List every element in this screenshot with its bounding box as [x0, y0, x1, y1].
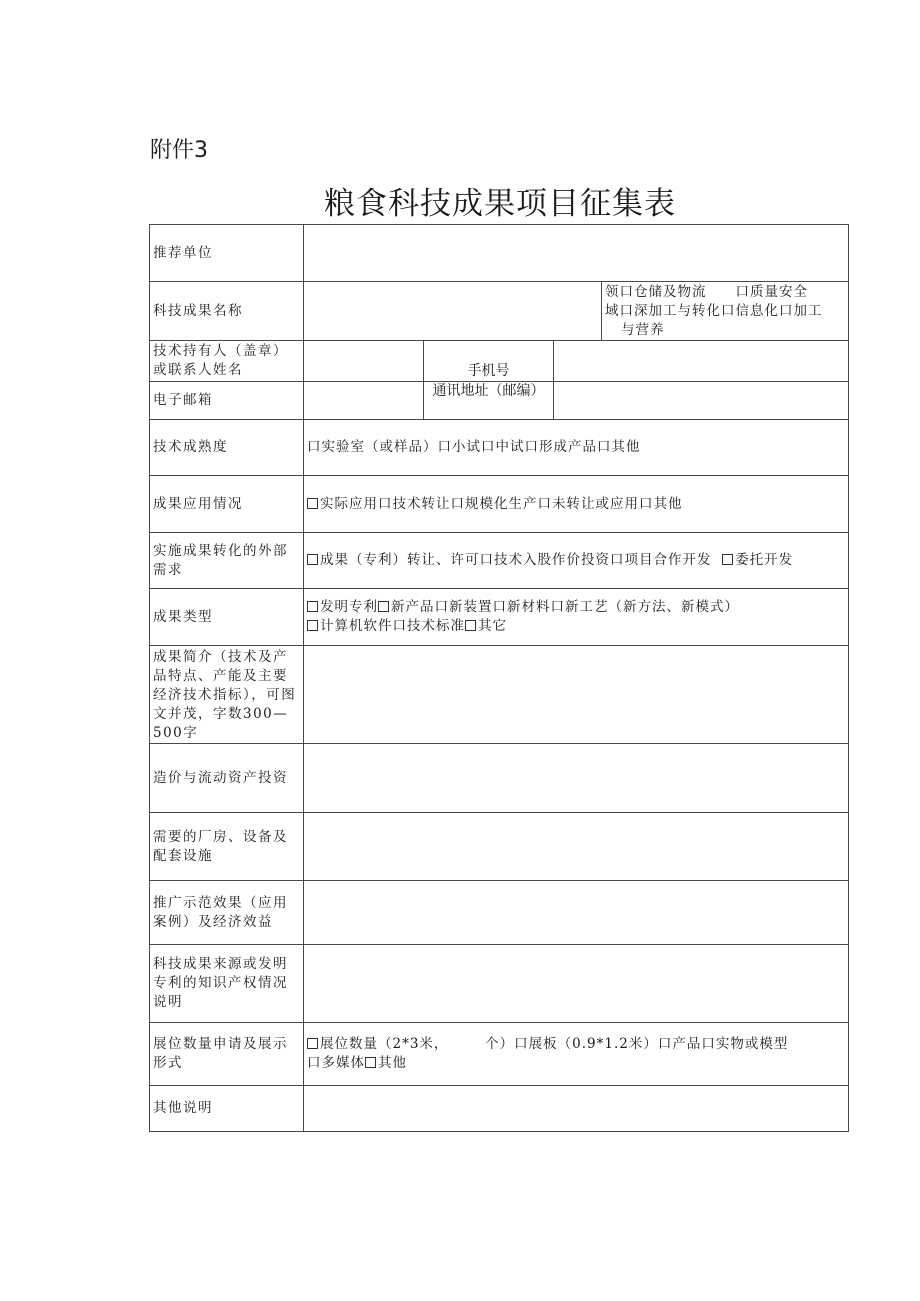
- label-achievement-name: 科技成果名称: [150, 282, 304, 341]
- label-facilities: 需要的厂房、设备及配套设施: [150, 813, 304, 881]
- booth-option-booth-count: 展位数量（2*3米， 个）口展板（0.9*1.2米）口产品口实物或模型: [320, 1036, 789, 1052]
- row-type: [150, 589, 849, 646]
- label-demo-effect: 推广示范效果（应用案例）及经济效益: [150, 881, 304, 945]
- label-holder: 技术持有人（盖章）或联系人姓名: [150, 341, 304, 382]
- label-other: 其他说明: [150, 1086, 304, 1132]
- row-summary: [150, 646, 849, 744]
- type-line-1: [307, 598, 845, 617]
- label-application: 成果应用情况: [150, 476, 304, 533]
- booth-line-1: [307, 1035, 845, 1054]
- type-option-patent: 发明专利: [320, 599, 378, 615]
- row-investment: [150, 744, 849, 813]
- label-type: 成果类型: [150, 589, 304, 646]
- field-booth-options[interactable]: [304, 1023, 849, 1086]
- field-maturity-options[interactable]: 口实验室（或样品）口小试口中试口形成产品口其他: [304, 420, 849, 476]
- label-summary: 成果简介（技术及产品特点、产能及主要经济技术指标），可图文并茂，字数300—500字: [150, 646, 304, 744]
- row-ip-source: [150, 945, 849, 1023]
- type-option-new-product: 新产品口新装置口新材料口新工艺（新方法、新模式）: [391, 599, 739, 615]
- field-investment[interactable]: [304, 744, 849, 813]
- booth-option-other: 其他: [378, 1055, 407, 1071]
- type-line-2: [307, 617, 845, 636]
- row-external-needs: [150, 533, 849, 589]
- label-investment: 造价与流动资产投资: [150, 744, 304, 813]
- checkbox-icon[interactable]: [378, 601, 389, 612]
- label-ip-source: 科技成果来源或发明专利的知识产权情况说明: [150, 945, 304, 1023]
- checkbox-icon[interactable]: [307, 601, 318, 612]
- checkbox-icon[interactable]: [307, 620, 318, 631]
- booth-line-2: [307, 1054, 845, 1073]
- collection-form: [149, 224, 849, 1132]
- checkbox-icon[interactable]: [307, 1038, 318, 1049]
- attachment-number: 附件3: [150, 138, 208, 163]
- application-options-text: 实际应用口技术转让口规模化生产口未转让或应用口其他: [320, 495, 683, 512]
- field-summary[interactable]: [304, 646, 849, 744]
- row-email: [150, 382, 849, 420]
- row-achievement-name: [150, 282, 849, 341]
- type-option-other: 其它: [478, 618, 507, 634]
- external-needs-text-a: 成果（专利）转让、许可口技术入股作价投资口项目合作开发: [320, 552, 712, 568]
- field-ip-source[interactable]: [304, 945, 849, 1023]
- label-maturity: 技术成熟度: [150, 420, 304, 476]
- checkbox-icon[interactable]: [722, 554, 733, 565]
- label-phone: 手机号: [424, 341, 554, 382]
- field-application-options[interactable]: [304, 476, 849, 533]
- field-recommend-unit[interactable]: [304, 225, 849, 282]
- checkbox-icon[interactable]: [465, 620, 476, 631]
- row-other: [150, 1086, 849, 1132]
- field-facilities[interactable]: [304, 813, 849, 881]
- label-booth: 展位数量申请及展示形式: [150, 1023, 304, 1086]
- row-application: [150, 476, 849, 533]
- address-label-text: 通讯地址（邮编）: [432, 383, 545, 399]
- label-address: [424, 382, 554, 420]
- domain-line-3: 与营养: [621, 321, 665, 338]
- row-facilities: [150, 813, 849, 881]
- field-address[interactable]: [554, 382, 849, 420]
- domain-line-1: 领口仓储及物流 口质量安全: [605, 283, 808, 300]
- checkbox-icon[interactable]: [307, 554, 318, 565]
- field-type-options[interactable]: [304, 589, 849, 646]
- field-external-needs-options[interactable]: [304, 533, 849, 589]
- row-recommend-unit: [150, 225, 849, 282]
- label-email: 电子邮箱: [150, 382, 304, 420]
- row-demo-effect: [150, 881, 849, 945]
- row-maturity: [150, 420, 849, 476]
- field-email[interactable]: [304, 382, 424, 420]
- field-achievement-name[interactable]: [304, 282, 602, 341]
- field-demo-effect[interactable]: [304, 881, 849, 945]
- field-other[interactable]: [304, 1086, 849, 1132]
- booth-option-multimedia: 口多媒体: [307, 1055, 365, 1071]
- row-holder: [150, 341, 849, 382]
- type-option-software: 计算机软件口技术标准: [320, 618, 465, 634]
- label-recommend-unit: 推荐单位: [150, 225, 304, 282]
- domain-line-2: 域口深加工与转化口信息化口加工: [605, 302, 823, 319]
- field-phone[interactable]: [554, 341, 849, 382]
- label-external-needs: 实施成果转化的外部需求: [150, 533, 304, 589]
- external-needs-text-b: 委托开发: [735, 552, 794, 568]
- row-booth: [150, 1023, 849, 1086]
- form-title: 粮食科技成果项目征集表: [324, 186, 676, 222]
- field-domain-options[interactable]: [602, 282, 849, 341]
- field-holder[interactable]: [304, 341, 424, 382]
- checkbox-icon[interactable]: [365, 1057, 376, 1068]
- checkbox-icon[interactable]: [307, 498, 318, 509]
